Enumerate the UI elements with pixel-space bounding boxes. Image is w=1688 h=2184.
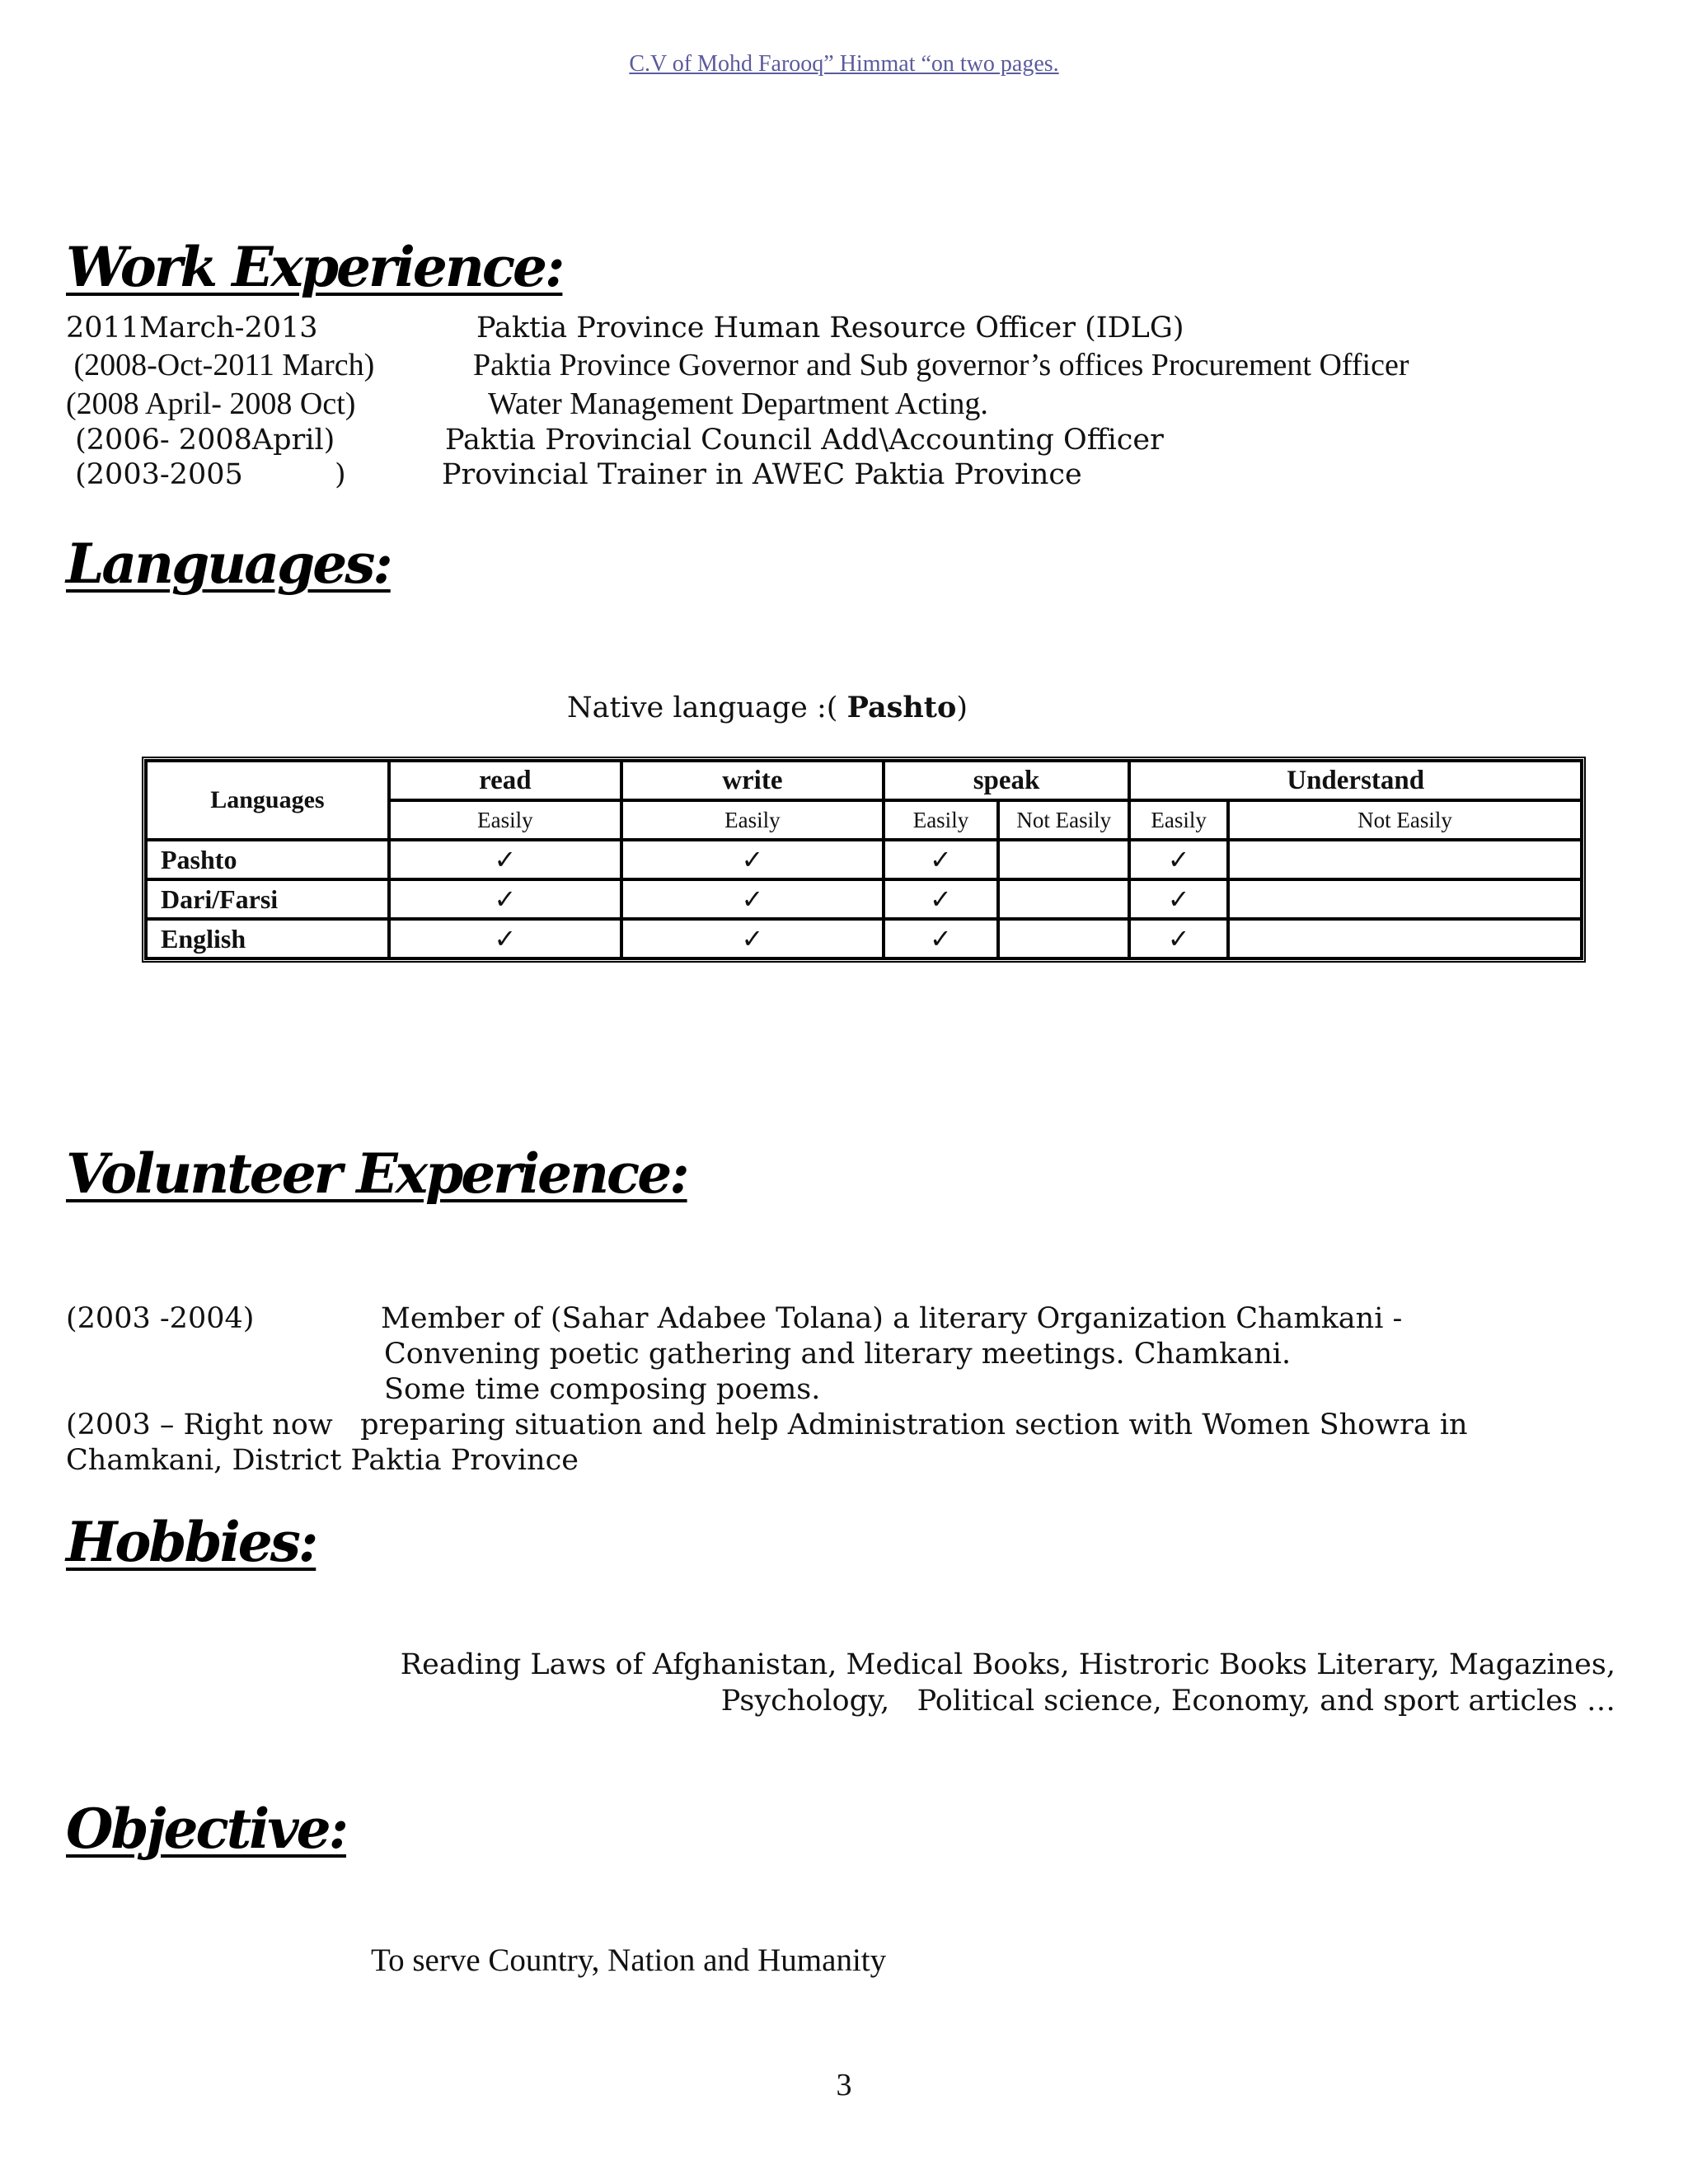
check-mark-icon: ✓ [1129,919,1228,958]
languages-heading: Languages: [66,532,391,596]
sub-header-speak-easily: Easily [884,800,998,840]
sub-header-speak-not-easily: Not Easily [998,800,1129,840]
check-mark-icon: ✓ [1129,840,1228,879]
empty-cell [1228,879,1582,919]
languages-col-header: Languages [146,761,389,840]
table-row [146,840,1582,879]
volunteer-date-1: (2003 -2004) [66,1302,255,1335]
check-mark-icon: ✓ [1129,879,1228,919]
check-mark-icon: ✓ [389,879,621,919]
native-language-prefix: Native language :( [567,691,847,724]
objective-text: To serve Country, Nation and Humanity [371,1943,887,1978]
sub-header-understand-not-easily: Not Easily [1228,800,1582,840]
row-language-name: Pashto [146,840,389,879]
empty-cell [998,919,1129,958]
objective-heading: Objective: [66,1797,346,1861]
skill-header-speak: speak [884,761,1130,800]
row-language-name: Dari/Farsi [146,879,389,919]
hobbies-line-2: Psychology, Political science, Economy, and sport articles … [720,1685,1615,1718]
check-mark-icon: ✓ [621,879,884,919]
native-language [567,691,968,724]
work-date-3: (2008 April- 2008 Oct) [66,387,356,421]
work-desc-1: Paktia Province Human Resource Officer (IDLG) [476,312,1184,344]
sub-header-understand-easily: Easily [1129,800,1228,840]
header-title[interactable]: C.V of Mohd Farooq” Himmat “on two pages. [629,51,1059,77]
check-mark-icon: ✓ [884,840,998,879]
empty-cell [1228,919,1582,958]
skill-header-write: write [621,761,884,800]
hobbies-heading: Hobbies: [66,1510,316,1574]
hobbies-line-1: Reading Laws of Afghanistan, Medical Books, Histroric Books Literary, Magazines, [400,1648,1615,1681]
sub-header-write-easily: Easily [621,800,884,840]
row-language-name: English [146,919,389,958]
work-desc-5: Provincial Trainer in AWEC Paktia Province [442,458,1082,491]
volunteer-line-2: Convening poetic gathering and literary meetings. Chamkani. [384,1338,1292,1371]
work-desc-3: Water Management Department Acting. [488,387,988,421]
work-desc-2: Paktia Province Governor and Sub governor’s offices Procurement Officer [473,348,1409,382]
table-row [146,919,1582,958]
work-date-5: (2003-2005 ) [66,458,346,491]
check-mark-icon: ✓ [621,840,884,879]
check-mark-icon: ✓ [884,879,998,919]
native-language-value: Pashto [846,691,957,724]
check-mark-icon: ✓ [389,919,621,958]
check-mark-icon: ✓ [389,840,621,879]
page-number: 3 [836,2068,852,2102]
check-mark-icon: ✓ [884,919,998,958]
volunteer-line-3: Some time composing poems. [384,1373,821,1406]
native-language-suffix: ) [956,691,968,724]
empty-cell [998,879,1129,919]
volunteer-line-1: Member of (Sahar Adabee Tolana) a literary Organization Chamkani - [381,1302,1403,1335]
volunteer-line-4: (2003 – Right now preparing situation and help Administration section with Women Showra in [66,1408,1468,1441]
volunteer-experience-heading: Volunteer Experience: [66,1141,687,1206]
table-row [146,879,1582,919]
sub-header-read-easily: Easily [389,800,621,840]
languages-table [142,757,1586,963]
work-date-4: (2006- 2008April) [66,424,335,457]
check-mark-icon: ✓ [621,919,884,958]
work-experience-heading: Work Experience: [66,235,563,299]
empty-cell [1228,840,1582,879]
skill-header-understand: Understand [1129,761,1582,800]
work-date-1: 2011March-2013 [66,312,318,344]
skill-header-read: read [389,761,621,800]
work-date-2: (2008-Oct-2011 March) [66,348,375,382]
work-desc-4: Paktia Provincial Council Add\Accounting Officer [445,424,1164,457]
empty-cell [998,840,1129,879]
volunteer-line-5: Chamkani, District Paktia Province [66,1444,579,1477]
